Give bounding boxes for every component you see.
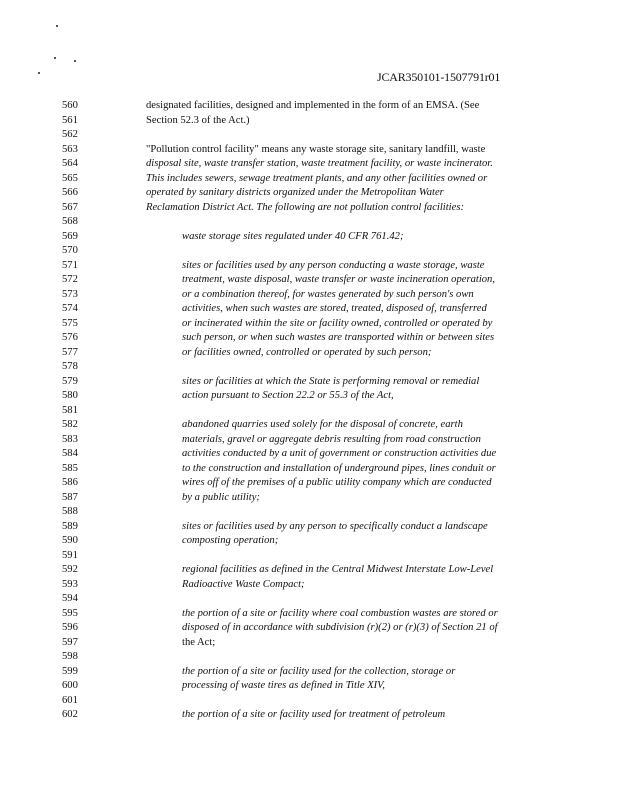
line-number: 592: [62, 564, 78, 575]
line-number: 587: [62, 491, 78, 503]
document-line: [0, 622, 618, 634]
document-line: [0, 216, 618, 228]
document-line: [0, 144, 618, 156]
line-number: 565: [62, 172, 78, 184]
line-text: abandoned quarries used solely for the disposal of concrete, earth: [182, 419, 463, 430]
document-line: [0, 129, 618, 141]
line-number: 564: [62, 158, 78, 169]
line-number: 574: [62, 303, 78, 314]
line-number: 601: [62, 694, 78, 706]
document-line: [0, 521, 618, 533]
line-number: 582: [62, 419, 78, 430]
line-text: by a public utility;: [182, 491, 260, 503]
document-line: [0, 695, 618, 707]
document-line: [0, 637, 618, 649]
document-line: [0, 289, 618, 301]
line-text: sites or facilities used by any person conducting a waste storage, waste: [182, 259, 485, 271]
line-number: 562: [62, 129, 78, 140]
line-text: the portion of a site or facility where coal combustion wastes are stored or: [182, 607, 498, 619]
line-number: 588: [62, 506, 78, 517]
line-number: 563: [62, 143, 78, 155]
document-line: [0, 303, 618, 315]
line-number: 584: [62, 448, 78, 459]
line-number: 571: [62, 259, 78, 271]
line-number: 576: [62, 332, 78, 343]
line-number: 569: [62, 230, 78, 242]
line-number: 566: [62, 187, 78, 198]
document-line: [0, 579, 618, 591]
line-number: 586: [62, 477, 78, 488]
document-line: [0, 680, 618, 692]
line-number: 575: [62, 317, 78, 329]
document-line: [0, 274, 618, 286]
document-line: [0, 477, 618, 489]
document-line: [0, 550, 618, 562]
line-text: regional facilities as defined in the Central Midwest Interstate Low-Level: [182, 564, 494, 575]
line-number: 572: [62, 274, 78, 285]
line-text: activities, when such wastes are stored, treated, disposed of, transferred: [182, 303, 487, 314]
document-line: [0, 506, 618, 518]
document-line: [0, 158, 618, 170]
document-line: [0, 651, 618, 663]
line-text: materials, gravel or aggregate debris resulting from road construction: [182, 433, 481, 445]
line-text: composting operation;: [182, 535, 279, 546]
line-number: 580: [62, 390, 78, 401]
line-number: 578: [62, 361, 78, 372]
line-text: Reclamation District Act. The following are not pollution control facilities:: [146, 201, 464, 213]
line-text: designated facilities, designed and implemented in the form of an EMSA. (See: [146, 100, 480, 111]
line-number: 595: [62, 607, 78, 619]
document-line: [0, 187, 618, 199]
document-line: [0, 260, 618, 272]
document-line: [0, 419, 618, 431]
line-number: 583: [62, 433, 78, 445]
document-line: [0, 202, 618, 214]
document-line: [0, 434, 618, 446]
document-line: [0, 448, 618, 460]
line-text: treatment, waste disposal, waste transfer or waste incineration operation,: [182, 274, 496, 285]
document-line: [0, 231, 618, 243]
scan-speck: [38, 72, 40, 74]
document-line: [0, 405, 618, 417]
document-line: [0, 463, 618, 475]
line-number: 593: [62, 578, 78, 590]
line-number: 599: [62, 665, 78, 677]
document-line: [0, 245, 618, 257]
document-line: [0, 390, 618, 402]
line-number: 579: [62, 375, 78, 387]
line-text: the Act;: [182, 636, 216, 648]
line-text: sites or facilities at which the State is performing removal or remedial: [182, 375, 480, 387]
line-number: 561: [62, 114, 78, 126]
scan-speck: [54, 57, 56, 59]
line-text: to the construction and installation of underground pipes, lines conduit or: [182, 462, 496, 474]
line-number: 602: [62, 709, 78, 720]
document-line: [0, 376, 618, 388]
document-line: [0, 173, 618, 185]
line-text: This includes sewers, sewage treatment plants, and any other facilities owned or: [146, 172, 488, 184]
line-text: the portion of a site or facility used for the collection, storage or: [182, 665, 456, 677]
line-number: 581: [62, 404, 78, 416]
line-text: waste storage sites regulated under 40 CFR 761.42;: [182, 230, 404, 242]
line-text: disposal site, waste transfer station, waste treatment facility, or waste incinerator.: [146, 158, 493, 169]
line-number: 590: [62, 535, 78, 546]
scan-speck: [74, 60, 76, 62]
line-number: 560: [62, 100, 78, 111]
line-number: 585: [62, 462, 78, 474]
document-line: [0, 608, 618, 620]
document-line: [0, 535, 618, 547]
document-line: [0, 332, 618, 344]
document-line: [0, 593, 618, 605]
line-number: 568: [62, 216, 78, 227]
line-text: or incinerated within the site or facility owned, controlled or operated by: [182, 317, 493, 329]
document-id-header: JCAR350101-1507791r01: [377, 70, 501, 84]
line-number: 598: [62, 651, 78, 662]
line-number: 594: [62, 593, 78, 604]
line-text: processing of waste tires as defined in Title XIV,: [182, 680, 385, 691]
line-number: 597: [62, 636, 78, 648]
document-line: [0, 100, 618, 112]
line-number: 573: [62, 288, 78, 300]
line-number: 577: [62, 346, 78, 358]
line-number: 570: [62, 245, 78, 256]
line-text: the portion of a site or facility used for treatment of petroleum: [182, 709, 446, 720]
line-number: 589: [62, 520, 78, 532]
line-number: 591: [62, 549, 78, 561]
document-line: [0, 492, 618, 504]
document-line: [0, 564, 618, 576]
line-text: "Pollution control facility" means any waste storage site, sanitary landfill, waste: [146, 143, 486, 155]
line-text: Section 52.3 of the Act.): [146, 114, 250, 126]
document-line: [0, 115, 618, 127]
line-text: or facilities owned, controlled or operated by such person;: [182, 346, 432, 358]
line-text: wires off of the premises of a public utility company which are conducted: [182, 477, 492, 488]
document-line: [0, 347, 618, 359]
line-number: 600: [62, 680, 78, 691]
line-text: or a combination thereof, for wastes generated by such person's own: [182, 288, 474, 300]
document-line: [0, 361, 618, 373]
document-line: [0, 666, 618, 678]
scan-speck: [56, 25, 58, 27]
line-text: operated by sanitary districts organized under the Metropolitan Water: [146, 187, 444, 198]
line-text: action pursuant to Section 22.2 or 55.3 of the Act,: [182, 390, 394, 401]
line-number: 596: [62, 622, 78, 633]
line-text: Radioactive Waste Compact;: [182, 578, 305, 590]
line-text: disposed of in accordance with subdivision (r)(2) or (r)(3) of Section 21 of: [182, 622, 498, 633]
document-line: [0, 318, 618, 330]
line-text: activities conducted by a unit of government or construction activities due: [182, 448, 497, 459]
line-number: 567: [62, 201, 78, 213]
line-text: such person, or when such wastes are transported within or between sites: [182, 332, 495, 343]
document-line: [0, 709, 618, 721]
line-text: sites or facilities used by any person to specifically conduct a landscape: [182, 520, 488, 532]
